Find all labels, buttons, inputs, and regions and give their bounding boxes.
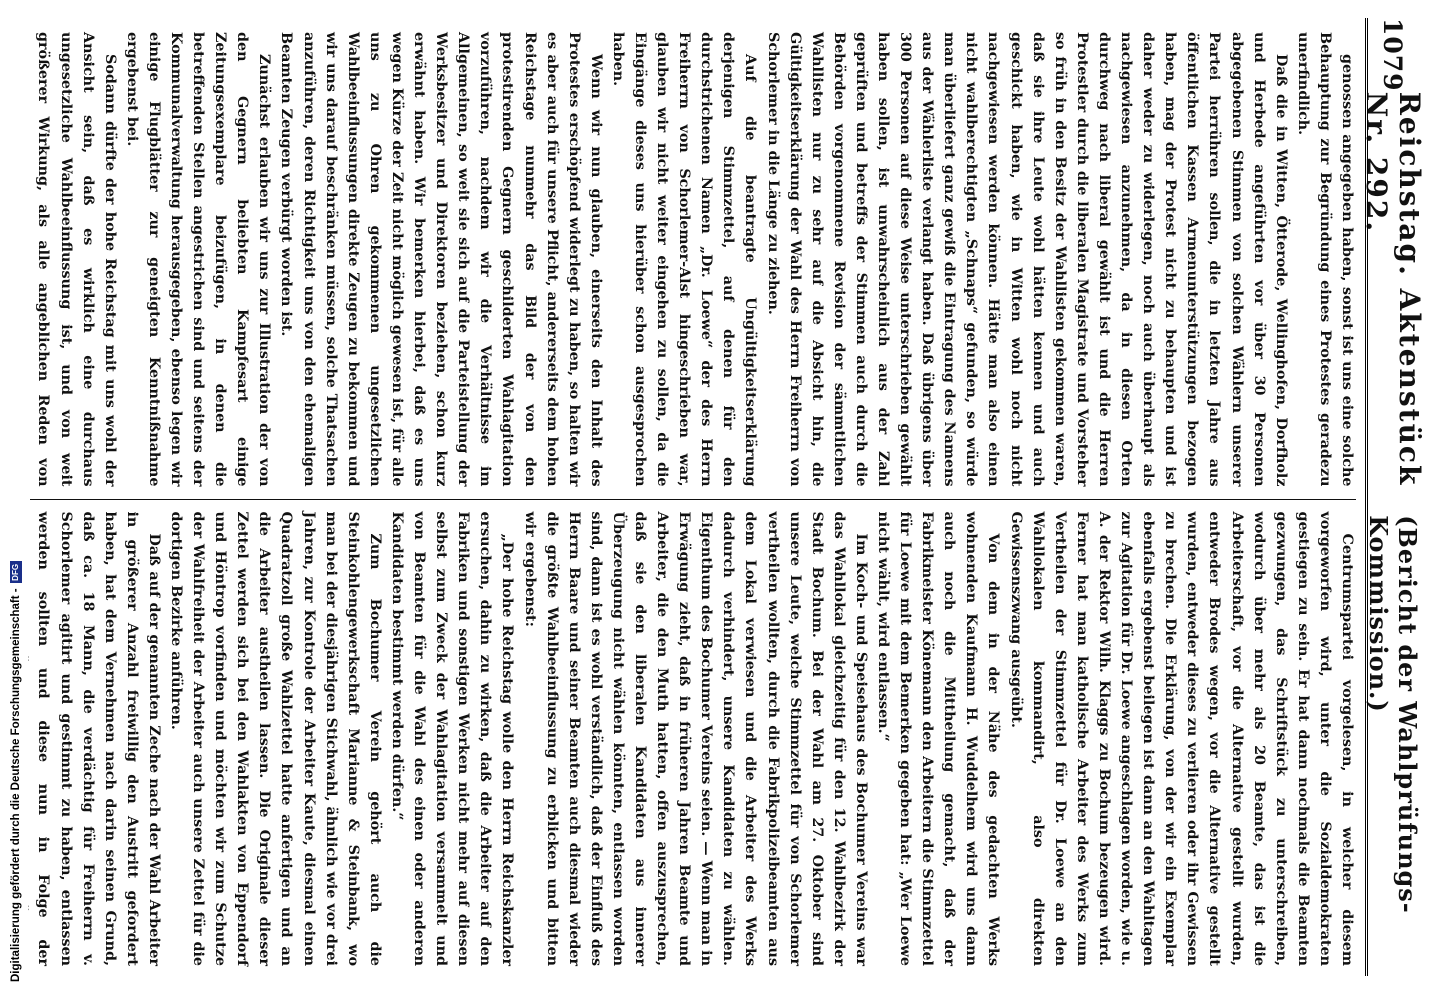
page-title: Reichstag. Aktenstück Nr. 292. <box>1360 91 1426 487</box>
paragraph: Sodann dürfte der hohe Reichstag mit uns wohl der Ansicht sein, daß es wirklich eine durchaus ungesetzliche Wahlbeeinflussung ist, und von weit größerer Wirkung, als alle angeblichen Reden von <box>35 32 118 487</box>
paragraph: Auf die beantragte Ungültigkeitserklärung derjenigen Stimmzettel, auf denen für den durchstrichenen Namen „Dr. Loewe“ der des Herrn Freiherrn von Schorlemer-Alst hingeschrieben war, glauben wir nicht weiter eingehen zu sollen, da die Eingänge dieses uns hierüber schon ausgesprochen haben. <box>609 32 759 487</box>
paragraph: Im Koch- und Speisehaus des Bochumer Vereins war das Wahllokal gleichzeitig für den 12. Wahlbezirk der Stadt Bochum. Bei der Wahl am 27. Oktober sind unsere Leute, welche Stimmzettel für von Schorlemer vertheilen wollten, durch die Fabrikpolizeibeamten aus dem Lokal verwiesen und die Arbeiter des Werks dadurch verhindert, unsere Kandidaten zu wählen. Eigenthum des Bochumer Vereins seien. — Wenn man in Erwägung zieht, daß in früheren Jahren Beamte und Arbeiter, die den Muth hatten, offen auszusprechen, daß sie den liberalen Kandidaten aus innerer Überzeugung nicht wählen könnten, entlassen worden sind, dann ist es wohl verständlich, daß der Einfluß des Herrn Baare und seiner Beamten auch diesmal wieder die größte Wahlbeeinflussung zu erblicken und bitten wir ergebenst: <box>521 511 869 966</box>
paragraph: Zum Bochumer Verein gehört auch die Steinkohlengewerkschaft Marianne & Steinbank, wo man bei der diesjährigen Stichwahl, ähnlich wie vor drei Jahren, zur Kontrole der Arbeiter Kaute, diesmal einen Quadratzoll große Wahlzettel hatte anfertigen und an die Arbeiter austheilen lassen. Die Originale dieser Zettel werden sich bei den Wahlakten von Eppendorf und Höntrop vorfinden und möchten wir zum Schutze der Wahlfreiheit der Arbeiter auch unsere Zettel für die dortigen Bezirke anführen. <box>168 511 383 966</box>
paragraph: genossen angegeben haben, sonst ist uns eine solche Behauptung zur Begründung eines Protestes geradezu unerfindlich. <box>1294 32 1355 487</box>
page-header <box>1360 18 1426 976</box>
paragraph: Daß auf der genannten Zeche nach der Wahl Arbeiter in größerer Anzahl freiwillig den Austritt gefordert haben, hat dem Vernehmen nach darin seinen Grund, daß ca. 18 Mann, die verdächtig für Freiherrn v. Schorlemer agitirt und gestimmt zu haben, entlassen werden sollten und diese nun in Folge der <box>35 511 162 966</box>
digitization-credit <box>0 0 24 992</box>
paragraph: Zunächst erlauben wir uns zur Illustration der von den Gegnern beliebten Kampfesart einige Zeitungsexemplare beizufügen, in denen die betreffenden Stellen angestrichen sind und seitens der Kommunalverwaltung herausgegeben, ebenso legen wir einige Flugblätter zur geneigten Kenntnißnahme ergebenst bei. <box>123 32 273 487</box>
left-column <box>28 22 1358 497</box>
credit-text: Digitalisierung gefördert durch die Deutsche Forschungsgemeinschaft - <box>10 588 22 982</box>
header-divider <box>1365 18 1368 976</box>
page-number: 1079 <box>1378 18 1408 92</box>
column-divider <box>30 499 1356 500</box>
text-columns <box>28 22 1358 976</box>
paragraph: Von dem in der Nähe des gedachten Werks wohnenden Kaufmann H. Wuddelhem wird uns dann auch noch die Mittheilung gemacht, daß der Fabrikmeister Könemann den Arbeitern die Stimmzettel für Loewe mit dem Bemerken gegeben hat: „Wer Loewe nicht wählt, wird entlassen.“ <box>875 511 1002 966</box>
dfg-logo: DFG <box>10 561 22 583</box>
paragraph: Wenn wir nun glauben, einerseits den Inhalt des Protestes erschöpfend widerlegt zu haben, so halten wir es aber auch für unsere Pflicht, andererseits dem hohen Reichstage nunmehr das Bild der von den protestirenden Gegnern geschilderten Wahlagitation vorzuführen, nachdem wir die Verhältnisse im Allgemeinen, so weit sie sich auf die Parteistellung der Werksbesitzer und Direktoren beziehen, schon kurz erwähnt haben. Wir bemerken hierbei, daß es uns wegen Kürze der Zeit nicht möglich gewesen ist, für alle uns zu Ohren gekommenen ungesetzlichen Wahlbeeinflussungen direkte Zeugen zu bekommen und wir uns darauf beschränken müssen, solche Thatsachen anzuführen, deren Richtigkeit uns von den ehemaligen Beamten Zeugen verbürgt worden ist. <box>278 32 604 487</box>
paragraph: Centrumspartei vorgelesen, in welcher diesem vorgeworfen wird, unter die Sozialdemokraten gestiegen zu sein. Er hat dann nochmals die Beamten gezwungen, das Schriftstück zu unterschreiben, wodurch über mehr als 20 Beamte, das ist die Arbeiterschaft, vor die Alternative gestellt wurden, entweder Brodes wegen, vor die Alternative gestellt wurden, entweder dieses zu verlieren oder ihr Gewissen zu brechen. Die Erklärung, von der wir ein Exemplar ebenfalls ergebenst beilegen ist dann an den Wahltagen zur Agitation für Dr. Loewe angeschlagen worden, wie u. A. der Rektor Wilh. Klaggs zu Bochum bezeugen wird. Ferner hat man katholische Arbeiter des Werks zum Vertheilen der Stimmzettel für Dr. Loewe an den Wahllokalen kommandirt, also direkten Gewissenszwang ausgeübt. <box>1007 511 1355 966</box>
paragraph: „Der hohe Reichstag wolle den Herrn Reichskanzler ersuchen, dahin zu wirken, daß die Arbeiter auf den Fabriken und sonstigen Werken nicht mehr auf diesen selbst zum Zweck der Wahlagitation versammelt und von Beamten für die Wahl des einen oder anderen Kandidaten bestimmt werden dürfen.“ <box>388 511 516 966</box>
paragraph: Daß die in Witten, Ötterode, Wellinghofen, Dorfholz und Herbede angeführten vor über 30 Personen abgegebenen Stimmen von solchen Wählern unserer Partei herrühren sollen, die in letzten Jahre aus öffentlichen Kassen Armenunterstützungen bezogen haben, mag der Protest nicht zu behaupten und ist daher weder zu widerlegen, noch auch überhaupt als nachgewiesen anzunehmen, da in diesen Orten durchweg nach liberal gewählt ist und die Herren Protestler durch die liberalen Magistrate und Vorsteher so früh in den Besitz der Wahllisten gekommen waren, daß sie ihre Leute wohl hätten kennen und auch geschickt haben, wie in Witten wohl noch nicht nachgewiesen werden können. Hätte man also einen nicht wahlberechtigten „Schnaps“ gefunden, so würde man überliefert ganz gewiß die Eintragung des Namens aus der Wählerliste verlangt haben. Daß übrigens über 300 Personen auf diese Weise unterschrieben gewählt haben sollen, ist unwahrscheinlich aus der Zahl geprüften und betreffs der Stimmen auch durch die Behörden vorgenommene Revision der sämmtlichen Wahllisten nur zu sehr auf die Absicht hin, die Gültigkeitserklärung der Wahl des Herrn Freiherrn von Schorlemer in die Länge zu ziehen. <box>764 32 1289 487</box>
page-subtitle: (Bericht der Wahlprüfungs-Kommission.) <box>1364 515 1422 914</box>
right-column <box>28 502 1358 977</box>
